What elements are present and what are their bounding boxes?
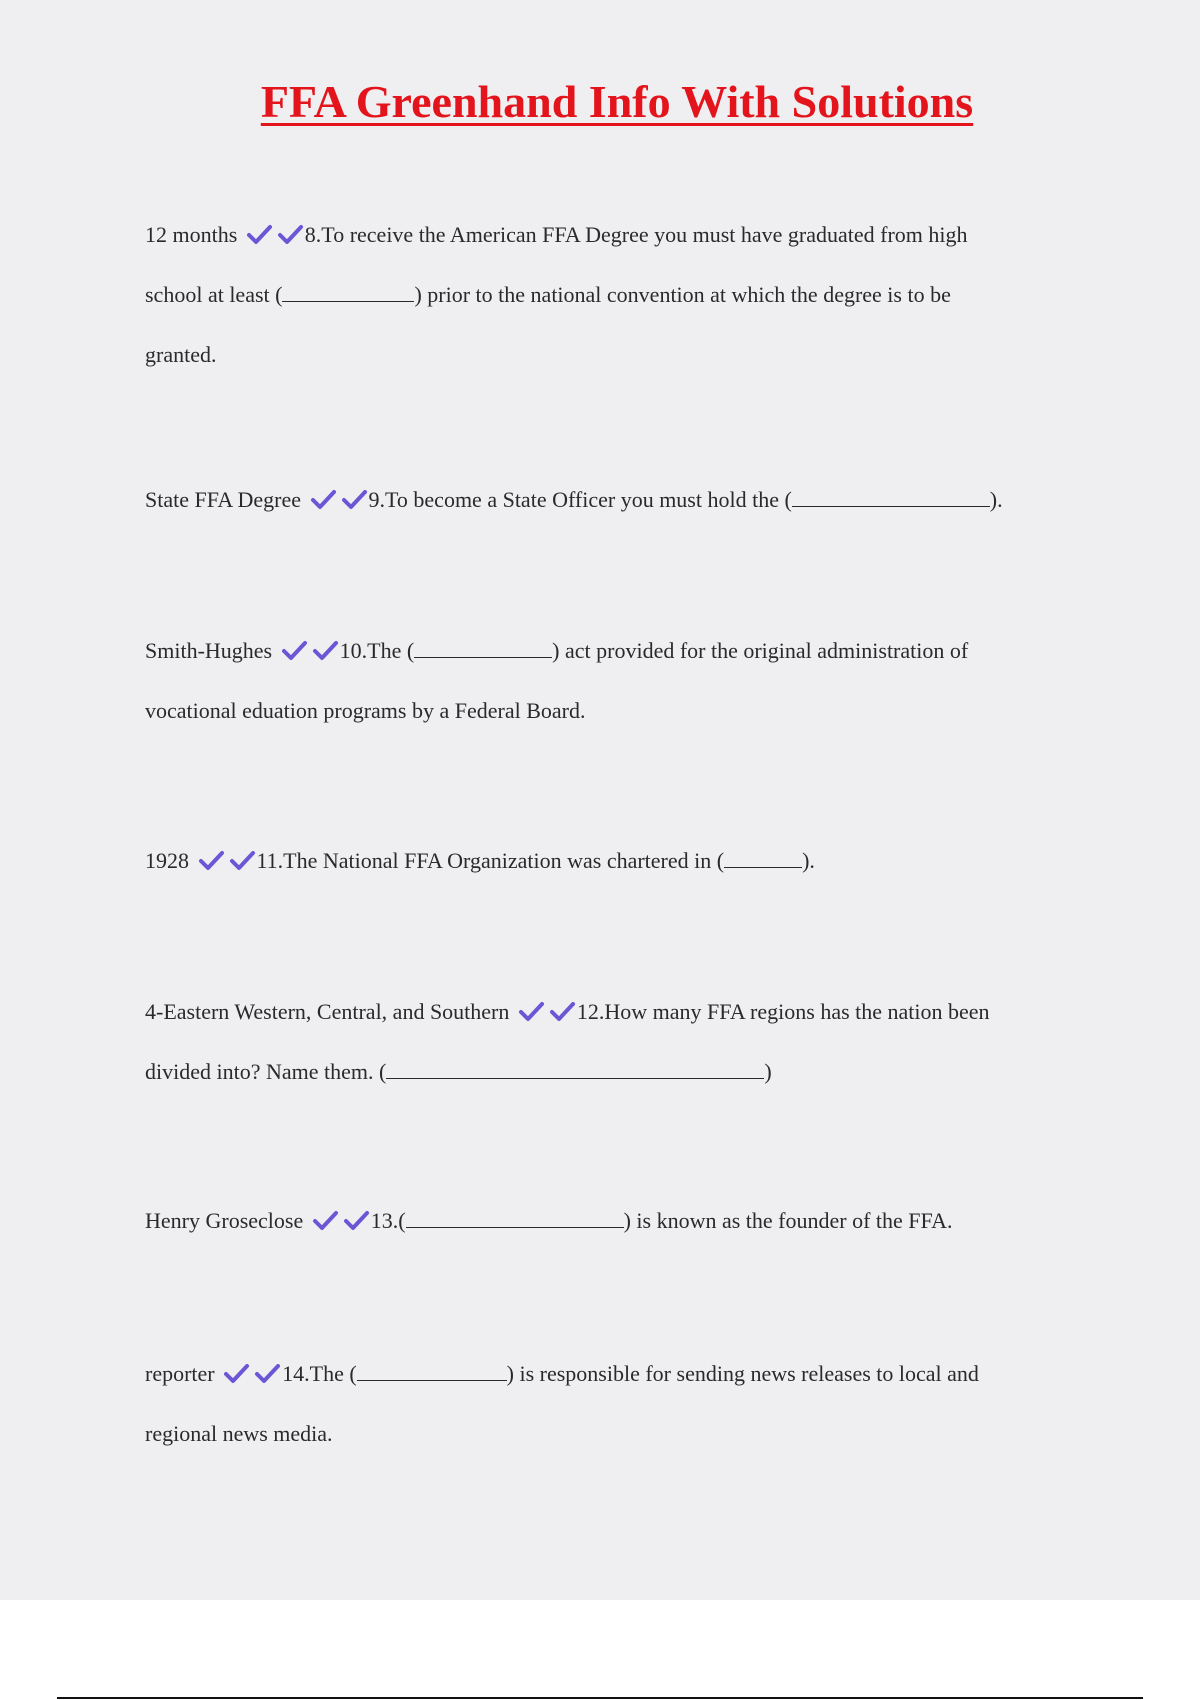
question-text: granted. <box>145 342 217 367</box>
checkmark-icon <box>341 488 368 510</box>
question-text: 8.To receive the American FFA Degree you must have graduated from high <box>304 222 968 247</box>
document-title: FFA Greenhand Info With Solutions <box>260 76 974 127</box>
qa-line <box>145 205 1085 265</box>
checkmark-icon <box>229 849 256 871</box>
answer-blank <box>406 1207 624 1228</box>
answer-blank <box>414 637 552 658</box>
question-text: ). <box>802 848 815 873</box>
qa-item-8 <box>145 205 1085 385</box>
checkmark-icon <box>277 223 304 245</box>
qa-line <box>145 1042 1085 1102</box>
answer-text: 1928 <box>145 848 189 873</box>
qa-line <box>145 621 1085 681</box>
qa-item-10 <box>145 621 1085 741</box>
answer-text: State FFA Degree <box>145 487 302 512</box>
answer-blank <box>386 1058 764 1079</box>
answer-blank <box>282 281 414 302</box>
answer-text: 4-Eastern Western, Central, and Southern <box>145 999 510 1024</box>
answer-text: Smith-Hughes <box>145 638 273 663</box>
question-text: ) <box>764 1059 772 1084</box>
checkmark-icon <box>223 1362 250 1384</box>
question-text: ) is responsible for sending news releases to local and <box>506 1361 979 1386</box>
question-text: ) act provided for the original administration of <box>552 638 969 663</box>
qa-item-13 <box>145 1191 1085 1251</box>
qa-item-14 <box>145 1344 1085 1464</box>
question-text: ) is known as the founder of the FFA. <box>623 1208 953 1233</box>
answer-blank <box>792 486 990 507</box>
qa-item-12 <box>145 982 1085 1102</box>
checkmark-icon <box>246 223 273 245</box>
checkmark-icon <box>312 639 339 661</box>
qa-line <box>145 1191 1085 1251</box>
qa-line <box>145 982 1085 1042</box>
question-text: 9.To become a State Officer you must hold the ( <box>368 487 792 512</box>
checkmark-icon <box>312 1209 339 1231</box>
qa-line <box>145 1344 1085 1404</box>
question-text: vocational eduation programs by a Federal Board. <box>145 698 586 723</box>
page-divider <box>57 1697 1143 1699</box>
question-text: 13.( <box>370 1208 406 1233</box>
question-text: 10.The ( <box>339 638 415 663</box>
qa-line <box>145 831 1085 891</box>
qa-line <box>145 325 1085 385</box>
checkmark-icon <box>198 849 225 871</box>
checkmark-icon <box>254 1362 281 1384</box>
answer-text: Henry Groseclose <box>145 1208 304 1233</box>
question-text: 12.How many FFA regions has the nation been <box>576 999 990 1024</box>
qa-line <box>145 681 1085 741</box>
checkmark-icon <box>310 488 337 510</box>
question-text: 11.The National FFA Organization was chartered in ( <box>256 848 725 873</box>
answer-text: 12 months <box>145 222 238 247</box>
answer-blank <box>357 1360 507 1381</box>
question-text: regional news media. <box>145 1421 333 1446</box>
qa-line <box>145 1404 1085 1464</box>
checkmark-icon <box>281 639 308 661</box>
answer-text: reporter <box>145 1361 215 1386</box>
qa-item-9 <box>145 470 1085 530</box>
qa-item-11 <box>145 831 1085 891</box>
question-text: school at least ( <box>145 282 283 307</box>
qa-line <box>145 265 1085 325</box>
checkmark-icon <box>343 1209 370 1231</box>
question-text: divided into? Name them. ( <box>145 1059 387 1084</box>
checkmark-icon <box>518 1000 545 1022</box>
checkmark-icon <box>549 1000 576 1022</box>
question-text: ). <box>989 487 1003 512</box>
qa-line <box>145 470 1085 530</box>
answer-blank <box>724 847 802 868</box>
question-text: ) prior to the national convention at which the degree is to be <box>414 282 951 307</box>
question-text: 14.The ( <box>282 1361 357 1386</box>
